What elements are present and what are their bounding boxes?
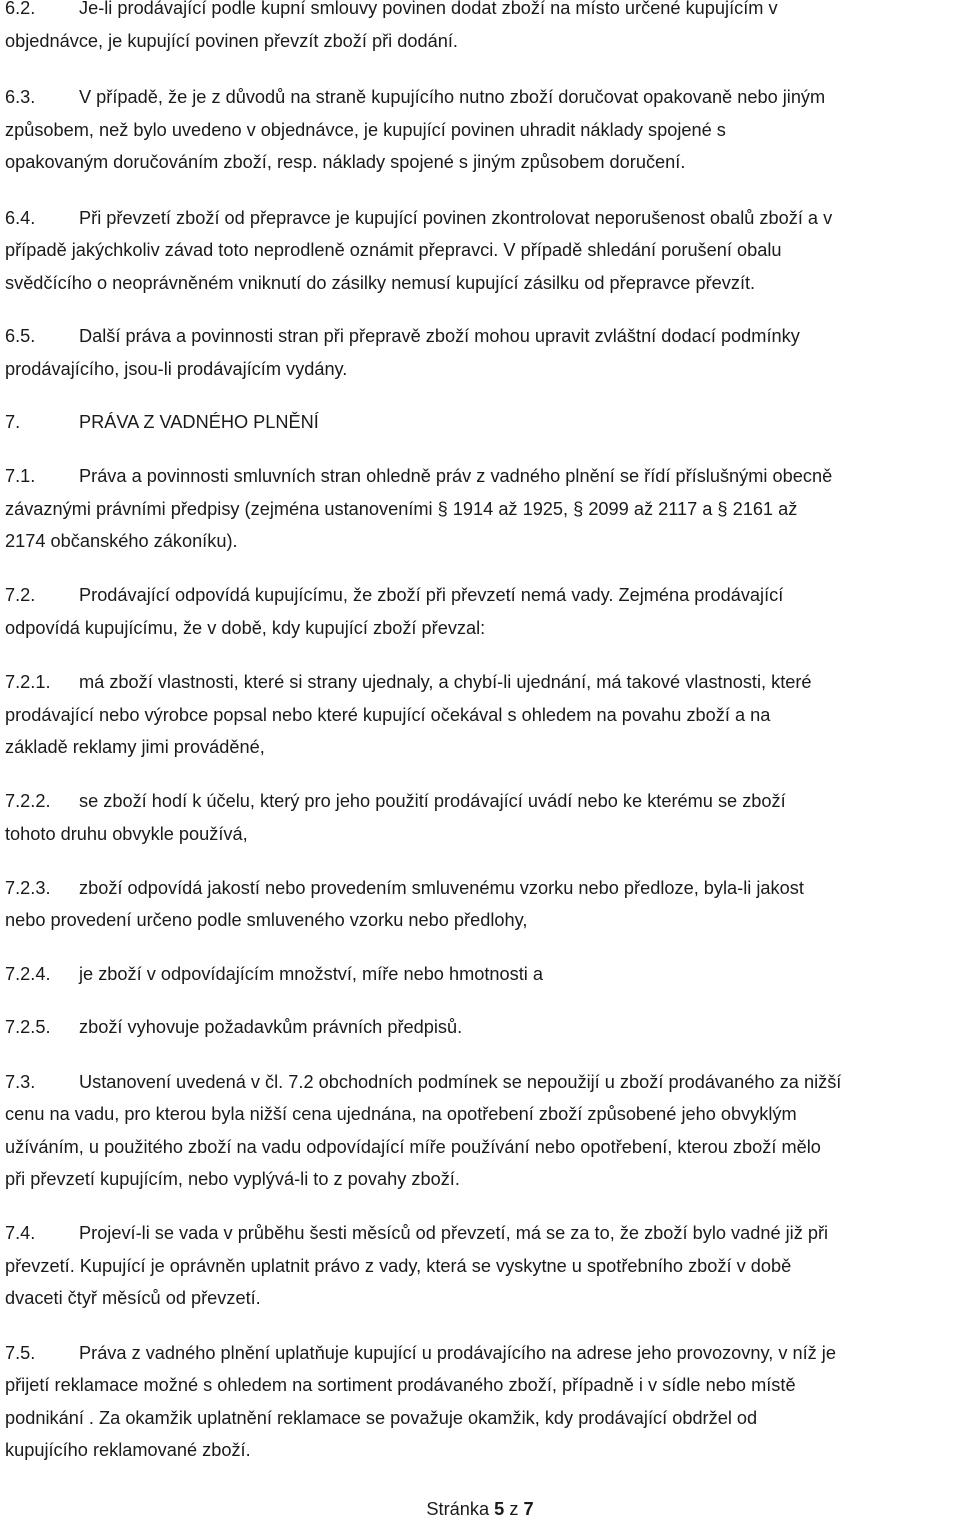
section-text-line: Práva a povinnosti smluvních stran ohledně práv z vadného plnění se řídí příslušnými obecně	[79, 466, 833, 486]
section-text-line: zboží odpovídá jakostí nebo provedením smluvenému vzorku nebo předloze, byla-li jakost	[79, 878, 804, 898]
section-text-line: Ustanovení uvedená v čl. 7.2 obchodních podmínek se nepoužijí u zboží prodávaného za nižší	[79, 1072, 842, 1092]
section-number: 7.2.	[5, 585, 36, 605]
section-number: 7.2.2.	[5, 791, 51, 811]
section-text-line: základě reklamy jimi prováděné,	[5, 737, 265, 757]
total-pages-number: 7	[523, 1499, 534, 1519]
section-text-line: svědčícího o neoprávněném vniknutí do zásilky nemusí kupující zásilku od přepravce převzít.	[5, 273, 756, 293]
section-text-line: Při převzetí zboží od přepravce je kupující povinen zkontrolovat neporušenost obalů zboží a v	[79, 208, 833, 228]
section-text-line: má zboží vlastnosti, které si strany ujednaly, a chybí-li ujednání, má takové vlastnosti, které	[79, 672, 812, 692]
section-heading: PRÁVA Z VADNÉHO PLNĚNÍ	[79, 412, 319, 432]
section-text-line: se zboží hodí k účelu, který pro jeho použití prodávající uvádí nebo ke kterému se zboží	[79, 791, 786, 811]
section-text-line: dvaceti čtyř měsíců od převzetí.	[5, 1288, 261, 1308]
section-text-line: 2174 občanského zákoníku).	[5, 531, 238, 551]
section-number: 7.2.3.	[5, 878, 51, 898]
section-text-line: objednávce, je kupující povinen převzít zboží při dodání.	[5, 31, 458, 51]
section-number: 6.3.	[5, 87, 36, 107]
section-text-line: podnikání . Za okamžik uplatnění reklamace se považuje okamžik, kdy prodávající obdržel od	[5, 1408, 758, 1428]
section-text-line: Je-li prodávající podle kupní smlouvy povinen dodat zboží na místo určené kupujícím v	[79, 0, 778, 18]
section-number: 7.3.	[5, 1072, 36, 1092]
section-text-line: závaznými právními předpisy (zejména ustanoveními § 1914 až 1925, § 2099 až 2117 a § 2161 až	[5, 499, 798, 519]
section-text-line: způsobem, než bylo uvedeno v objednávce, je kupující povinen uhradit náklady spojené s	[5, 120, 726, 140]
section-text-line: zboží vyhovuje požadavkům právních předpisů.	[79, 1017, 463, 1037]
section-number: 7.2.1.	[5, 672, 51, 692]
section-text-line: odpovídá kupujícímu, že v době, kdy kupující zboží převzal:	[5, 618, 486, 638]
section-number: 6.2.	[5, 0, 36, 18]
section-text-line: tohoto druhu obvykle používá,	[5, 824, 248, 844]
section-text-line: je zboží v odpovídajícím množství, míře nebo hmotnosti a	[79, 964, 543, 984]
section-text-line: prodávajícího, jsou-li prodávajícím vydány.	[5, 359, 348, 379]
section-text-line: Projeví-li se vada v průběhu šesti měsíců od převzetí, má se za to, že zboží bylo vadné již při	[79, 1223, 829, 1243]
section-text-line: nebo provedení určeno podle smluveného vzorku nebo předlohy,	[5, 910, 528, 930]
section-text-line: převzetí. Kupující je oprávněn uplatnit právo z vady, která se vyskytne u spotřebního zboží v době	[5, 1256, 792, 1276]
current-page-number: 5	[494, 1499, 505, 1519]
section-text-line: Práva z vadného plnění uplatňuje kupující u prodávajícího na adrese jeho provozovny, v níž je	[79, 1343, 836, 1363]
section-text-line: při převzetí kupujícím, nebo vyplývá-li to z povahy zboží.	[5, 1169, 460, 1189]
page-footer	[0, 1497, 960, 1521]
section-number: 7.4.	[5, 1223, 36, 1243]
section-number: 7.2.5.	[5, 1017, 51, 1037]
page-separator: z	[509, 1499, 519, 1519]
section-text-line: prodávající nebo výrobce popsal nebo které kupující očekával s ohledem na povahu zboží a na	[5, 705, 771, 725]
section-number: 7.5.	[5, 1343, 36, 1363]
section-text-line: přijetí reklamace možné s ohledem na sortiment prodávaného zboží, případně i v sídle nebo místě	[5, 1375, 796, 1395]
section-number: 7.2.4.	[5, 964, 51, 984]
section-text-line: užíváním, u použitého zboží na vadu odpovídající míře používání nebo opotřebení, kterou zboží mělo	[5, 1137, 821, 1157]
section-number: 6.4.	[5, 208, 36, 228]
section-text-line: Prodávající odpovídá kupujícímu, že zboží při převzetí nemá vady. Zejména prodávající	[79, 585, 784, 605]
page-label: Stránka	[426, 1499, 490, 1519]
section-text-line: případě jakýchkoliv závad toto neprodleně oznámit přepravci. V případě shledání porušení obalu	[5, 240, 782, 260]
section-text-line: Další práva a povinnosti stran při přepravě zboží mohou upravit zvláštní dodací podmínky	[79, 326, 800, 346]
section-text-line: cenu na vadu, pro kterou byla nižší cena ujednána, na opotřebení zboží způsobené jeho obvyklým	[5, 1104, 797, 1124]
section-text-line: kupujícího reklamované zboží.	[5, 1440, 251, 1460]
section-text-line: opakovaným doručováním zboží, resp. náklady spojené s jiným způsobem doručení.	[5, 152, 686, 172]
section-number: 7.	[5, 412, 21, 432]
section-number: 6.5.	[5, 326, 36, 346]
section-text-line: V případě, že je z důvodů na straně kupujícího nutno zboží doručovat opakovaně nebo jiným	[79, 87, 826, 107]
section-number: 7.1.	[5, 466, 36, 486]
